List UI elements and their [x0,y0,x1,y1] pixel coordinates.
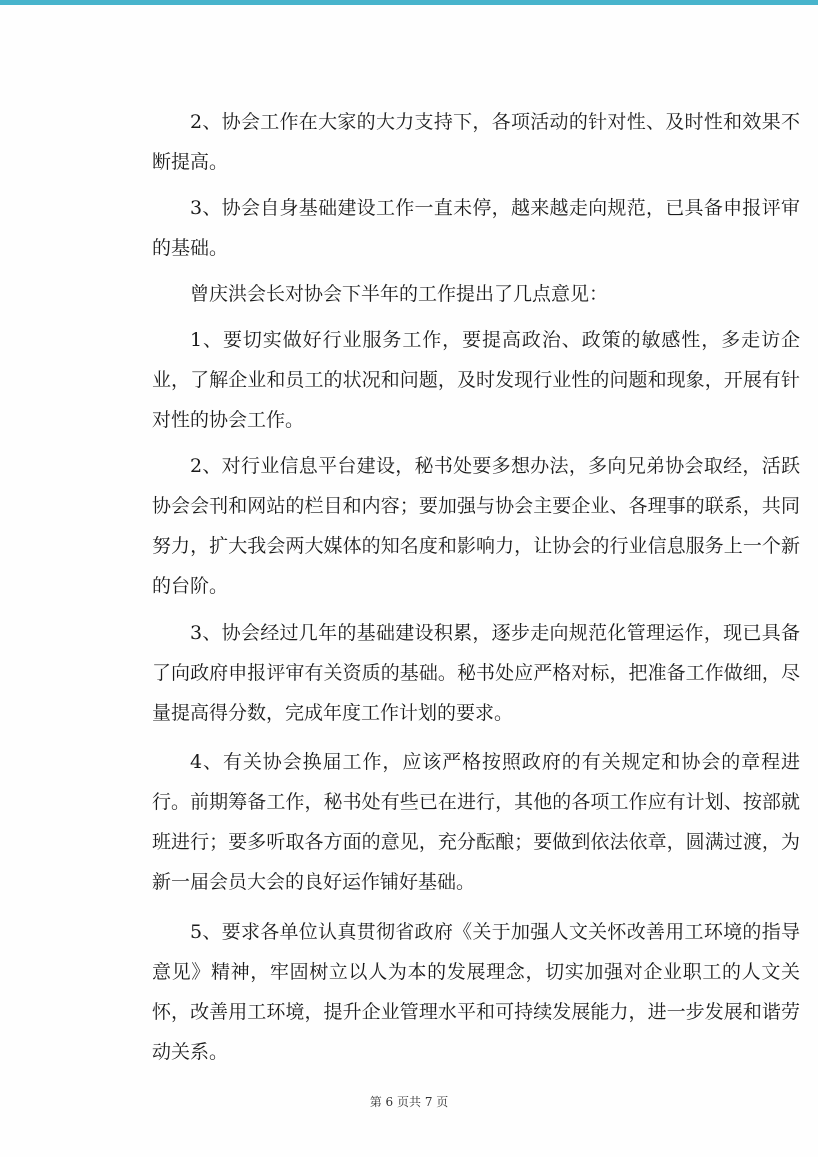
paragraph-opinion-2: 2、对行业信息平台建设，秘书处要多想办法，多向兄弟协会取经，活跃协会会刊和网站的栏目和内容；要加强与协会主要企业、各理事的联系，共同努力，扩大我会两大媒体的知名度和影响力，让协会的行业信息服务上一个新的台阶。 [152,455,800,597]
paragraph-opinion-1: 1、要切实做好行业服务工作，要提高政治、政策的敏感性，多走访企业，了解企业和员工的状况和问题，及时发现行业性的问题和现象，开展有针对性的协会工作。 [152,329,800,431]
paragraph-opinion-3: 3、协会经过几年的基础建设积累，逐步走向规范化管理运作，现已具备了向政府申报评审有关资质的基础。秘书处应严格对标，把准备工作做细，尽量提高得分数，完成年度工作计划的要求。 [152,622,800,724]
paragraph-item-2-progress: 2、协会工作在大家的大力支持下，各项活动的针对性、及时性和效果不断提高。 [152,111,800,173]
paragraph-opinion-5: 5、要求各单位认真贯彻省政府《关于加强人文关怀改善用工环境的指导意见》精神，牢固树立以人为本的发展理念，切实加强对企业职工的人文关怀，改善用工环境，提升企业管理水平和可持续发展能力，进一步发展和谐劳动关系。 [152,921,800,1063]
paragraph-opinion-4: 4、有关协会换届工作，应该严格按照政府的有关规定和协会的章程进行。前期筹备工作，秘书处有些已在进行，其他的各项工作应有计划、按部就班进行；要多听取各方面的意见，充分酝酿；要做到依法依章，圆满过渡，为新一届会员大会的良好运作铺好基础。 [152,751,800,893]
page-number-footer: 第 6 页共 7 页 [369,1095,449,1109]
paragraph-chairman-opinions-intro: 曾庆洪会长对协会下半年的工作提出了几点意见： [190,283,609,305]
paragraph-item-3-foundation: 3、协会自身基础建设工作一直未停，越来越走向规范，已具备申报评审的基础。 [152,197,800,259]
